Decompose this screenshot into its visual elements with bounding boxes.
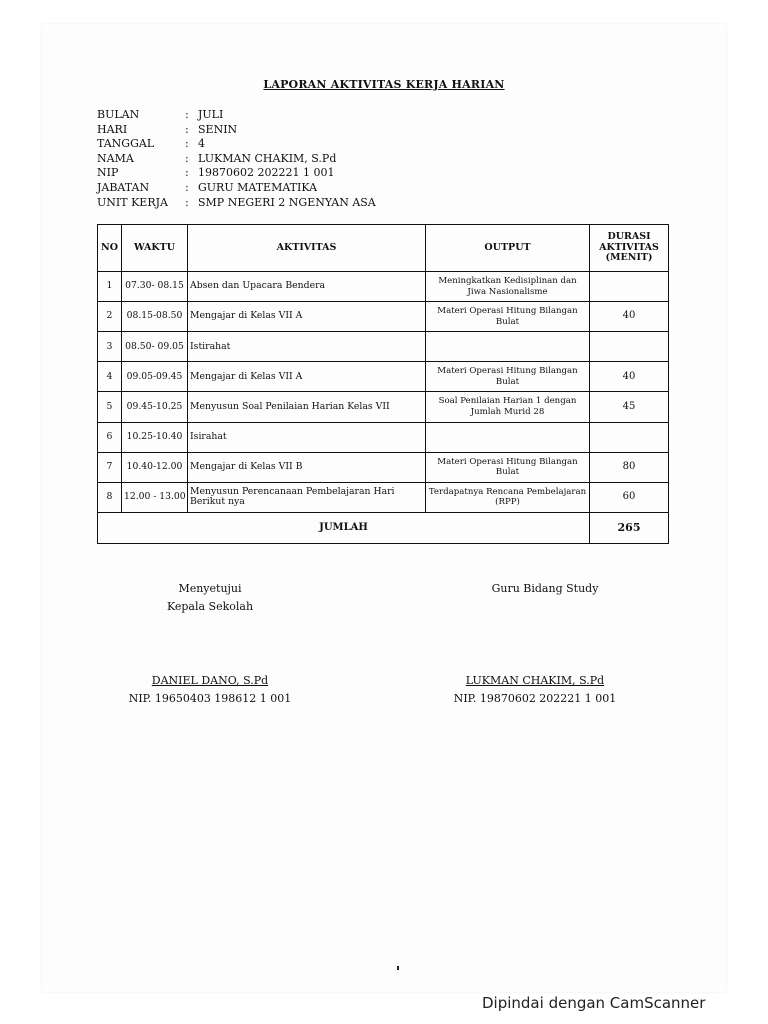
- cell-waktu: 10.25-10.40: [122, 422, 188, 452]
- table-row: [98, 392, 669, 422]
- meta-value: JULI: [198, 108, 224, 121]
- cell-waktu: 09.45-10.25: [122, 392, 188, 422]
- table-row: [98, 302, 669, 332]
- cell-durasi: 40: [590, 302, 669, 332]
- header-aktivitas: AKTIVITAS: [188, 225, 426, 272]
- cell-no: 2: [98, 302, 122, 332]
- table-row: [98, 452, 669, 482]
- header-durasi: DURASI AKTIVITAS (MENIT): [590, 225, 669, 272]
- table-header-row: [98, 225, 669, 272]
- signature-block-principal: [110, 580, 310, 616]
- cell-durasi: 40: [590, 362, 669, 392]
- meta-label: NAMA: [97, 151, 134, 165]
- cell-aktivitas: Menyusun Soal Penilaian Harian Kelas VII: [188, 392, 426, 422]
- cell-output: Meningkatkan Kedisiplinan dan Jiwa Nasionalisme: [426, 272, 590, 302]
- cell-output: Materi Operasi Hitung Bilangan Bulat: [426, 452, 590, 482]
- cell-waktu: 08.50- 09.05: [122, 332, 188, 362]
- meta-colon: :: [185, 180, 189, 194]
- cell-output: Materi Operasi Hitung Bilangan Bulat: [426, 362, 590, 392]
- camscanner-watermark: Dipindai dengan CamScanner: [482, 994, 706, 1012]
- principal-signoff: [110, 672, 310, 708]
- activity-table: [97, 224, 669, 544]
- meta-row-tanggal: [97, 137, 376, 152]
- cell-durasi: [590, 422, 669, 452]
- principal-title: Kepala Sekolah: [166, 600, 254, 613]
- meta-row-nama: [97, 152, 376, 167]
- cell-output: Soal Penilaian Harian 1 dengan Jumlah Murid 28: [426, 392, 590, 422]
- meta-colon: :: [185, 108, 189, 121]
- meta-row-bulan: [97, 108, 376, 123]
- cell-no: 8: [98, 482, 122, 512]
- scan-speck: [397, 966, 399, 970]
- header-waktu: WAKTU: [122, 225, 188, 272]
- header-no: NO: [98, 225, 122, 272]
- cell-output: [426, 332, 590, 362]
- table-total-row: [98, 512, 669, 543]
- meta-value: GURU MATEMATIKA: [198, 180, 318, 194]
- meta-value: SENIN: [198, 122, 238, 136]
- cell-aktivitas: Mengajar di Kelas VII B: [188, 452, 426, 482]
- teacher-signoff: [430, 672, 640, 708]
- meta-row-jabatan: [97, 181, 376, 196]
- cell-output: Materi Operasi Hitung Bilangan Bulat: [426, 302, 590, 332]
- cell-waktu: 08.15-08.50: [122, 302, 188, 332]
- cell-aktivitas: Mengajar di Kelas VII A: [188, 302, 426, 332]
- meta-value: LUKMAN CHAKIM, S.Pd: [198, 151, 337, 165]
- meta-label: HARI: [97, 122, 128, 136]
- header-output: OUTPUT: [426, 225, 590, 272]
- total-label: JUMLAH: [98, 512, 590, 543]
- cell-durasi: 45: [590, 392, 669, 422]
- cell-durasi: 60: [590, 482, 669, 512]
- header-info: [97, 108, 376, 210]
- cell-aktivitas: Isirahat: [188, 422, 426, 452]
- meta-colon: :: [185, 166, 189, 180]
- total-value: 265: [590, 512, 669, 543]
- meta-row-nip: [97, 166, 376, 181]
- teacher-name: LUKMAN CHAKIM, S.Pd: [465, 674, 605, 687]
- cell-aktivitas: Istirahat: [188, 332, 426, 362]
- meta-value: 19870602 202221 1 001: [198, 166, 335, 180]
- meta-label: BULAN: [97, 108, 140, 121]
- principal-name: DANIEL DANO, S.Pd: [151, 674, 269, 687]
- teacher-title: Guru Bidang Study: [491, 582, 599, 595]
- meta-colon: :: [185, 122, 189, 136]
- meta-colon: :: [185, 151, 189, 165]
- cell-waktu: 09.05-09.45: [122, 362, 188, 392]
- meta-colon: :: [185, 195, 189, 209]
- cell-waktu: 10.40-12.00: [122, 452, 188, 482]
- cell-aktivitas: Mengajar di Kelas VII A: [188, 362, 426, 392]
- meta-label: JABATAN: [97, 180, 150, 194]
- cell-aktivitas: Absen dan Upacara Bendera: [188, 272, 426, 302]
- cell-output: [426, 422, 590, 452]
- meta-row-hari: [97, 123, 376, 138]
- signature-block-teacher: [445, 580, 645, 598]
- cell-waktu: 07.30- 08.15: [122, 272, 188, 302]
- cell-durasi: [590, 272, 669, 302]
- table-row: [98, 332, 669, 362]
- cell-aktivitas: Menyusun Perencanaan Pembelajaran Hari Berikut nya: [188, 482, 426, 512]
- cell-no: 4: [98, 362, 122, 392]
- table-row: [98, 272, 669, 302]
- meta-label: NIP: [97, 166, 119, 180]
- table-row: [98, 362, 669, 392]
- table-row: [98, 482, 669, 512]
- cell-output: Terdapatnya Rencana Pembelajaran (RPP): [426, 482, 590, 512]
- cell-no: 6: [98, 422, 122, 452]
- meta-value: 4: [198, 137, 205, 151]
- document-title: LAPORAN AKTIVITAS KERJA HARIAN: [263, 78, 505, 91]
- meta-colon: :: [185, 137, 189, 151]
- table-row: [98, 422, 669, 452]
- cell-no: 7: [98, 452, 122, 482]
- cell-waktu: 12.00 - 13.00: [122, 482, 188, 512]
- meta-label: TANGGAL: [97, 137, 155, 151]
- meta-label: UNIT KERJA: [97, 195, 168, 209]
- meta-value: SMP NEGERI 2 NGENYAN ASA: [198, 195, 376, 209]
- principal-nip: NIP. 19650403 198612 1 001: [128, 692, 292, 705]
- cell-no: 3: [98, 332, 122, 362]
- cell-no: 1: [98, 272, 122, 302]
- meta-row-unit-kerja: [97, 196, 376, 211]
- approval-label: Menyetujui: [178, 582, 242, 595]
- cell-durasi: 80: [590, 452, 669, 482]
- teacher-nip: NIP. 19870602 202221 1 001: [453, 692, 617, 705]
- cell-no: 5: [98, 392, 122, 422]
- cell-durasi: [590, 332, 669, 362]
